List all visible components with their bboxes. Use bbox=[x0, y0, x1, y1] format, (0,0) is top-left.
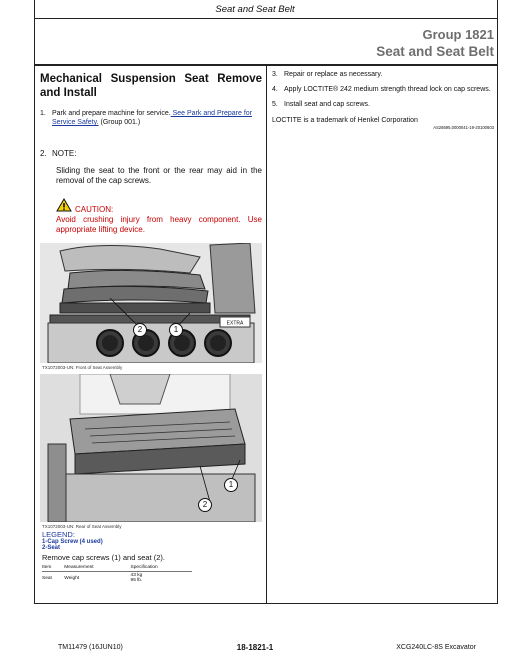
group-number: Group 1821 bbox=[422, 27, 494, 42]
footer-page-number: 18-1821-1 bbox=[236, 643, 274, 652]
step-number: 5. bbox=[272, 101, 278, 108]
remove-instruction: Remove cap screws (1) and seat (2). bbox=[42, 553, 165, 562]
footer-manual-id: TM11479 (16JUN10) bbox=[58, 644, 123, 651]
step-3 bbox=[272, 70, 494, 79]
callout-1: 1 bbox=[169, 323, 183, 337]
note-label: NOTE: bbox=[52, 149, 77, 158]
specification-table bbox=[42, 565, 192, 583]
caution-block bbox=[56, 198, 262, 235]
figure-2-caption: TX1072003-UN: Rear of Seat Assembly bbox=[42, 524, 122, 529]
step-text: Repair or replace as necessary. bbox=[284, 71, 383, 78]
caution-title: CAUTION: bbox=[75, 205, 114, 214]
step-number: 4. bbox=[272, 86, 278, 93]
step-text: Apply LOCTITE® 242 medium strength thread lock on cap screws. bbox=[284, 86, 491, 93]
caution-text: Avoid crushing injury from heavy component. Use appropriate lifting device. bbox=[56, 215, 262, 234]
running-title: Seat and Seat Belt bbox=[215, 4, 295, 15]
figure-1-caption: TX1072003-UN: Front of Seat Assembly bbox=[42, 365, 123, 370]
column-header: Measurement bbox=[64, 565, 130, 572]
step-number: 2. bbox=[40, 149, 47, 158]
item-cell: Seat bbox=[42, 575, 52, 581]
step-1 bbox=[40, 109, 262, 127]
rear-seat-figure bbox=[40, 374, 262, 522]
header-rule bbox=[34, 18, 498, 19]
callout-2: 2 bbox=[198, 498, 212, 512]
group-title: Seat and Seat Belt bbox=[376, 44, 494, 59]
step-number: 1. bbox=[40, 110, 46, 117]
spec-lb: 95 lb. bbox=[130, 578, 143, 583]
warning-triangle-icon bbox=[56, 198, 72, 215]
step-text: Install seat and cap screws. bbox=[284, 101, 370, 108]
left-column bbox=[40, 68, 262, 583]
right-column bbox=[272, 68, 494, 130]
callout-2: 2 bbox=[133, 323, 147, 337]
spec-kg: 43 kg bbox=[130, 573, 143, 578]
table-row bbox=[42, 572, 192, 584]
caution-header bbox=[56, 198, 262, 215]
note-text: Sliding the seat to the front or the rear may aid in the removal of the cap screws. bbox=[56, 166, 262, 185]
trademark-notice: LOCTITE is a trademark of Henkel Corporation bbox=[272, 117, 418, 124]
document-id: AS28695,0000041-19-20100603 bbox=[433, 125, 494, 130]
section-title: Mechanical Suspension Seat Remove and Install bbox=[40, 73, 262, 99]
measurement-cell: Weight bbox=[64, 575, 80, 581]
front-seat-illustration bbox=[40, 243, 262, 363]
legend-item: 2-Seat bbox=[42, 545, 61, 551]
step-1-suffix: (Group 001.) bbox=[98, 119, 141, 126]
step-5 bbox=[272, 100, 494, 109]
park-and-prepare-link[interactable]: See Park and Prepare for Service Safety. bbox=[52, 110, 252, 126]
column-divider bbox=[266, 66, 267, 604]
plate-label: EXTRA bbox=[226, 320, 244, 327]
front-seat-figure bbox=[40, 243, 262, 363]
column-header: Specification bbox=[131, 565, 192, 572]
legend-title: LEGEND: bbox=[42, 530, 75, 539]
spec-cell bbox=[131, 572, 192, 584]
rear-seat-illustration bbox=[40, 374, 262, 522]
step-2 bbox=[40, 149, 262, 158]
step-1-text: Park and prepare machine for service. bbox=[52, 110, 171, 117]
step-text bbox=[52, 109, 262, 127]
step-4 bbox=[272, 85, 494, 94]
column-header: Item bbox=[42, 565, 64, 572]
step-number: 3. bbox=[272, 71, 278, 78]
legend-item: 1-Cap Screw (4 used) bbox=[42, 539, 103, 545]
callout-1: 1 bbox=[224, 478, 238, 492]
footer-model: XCG240LC-8S Excavator bbox=[396, 644, 476, 651]
